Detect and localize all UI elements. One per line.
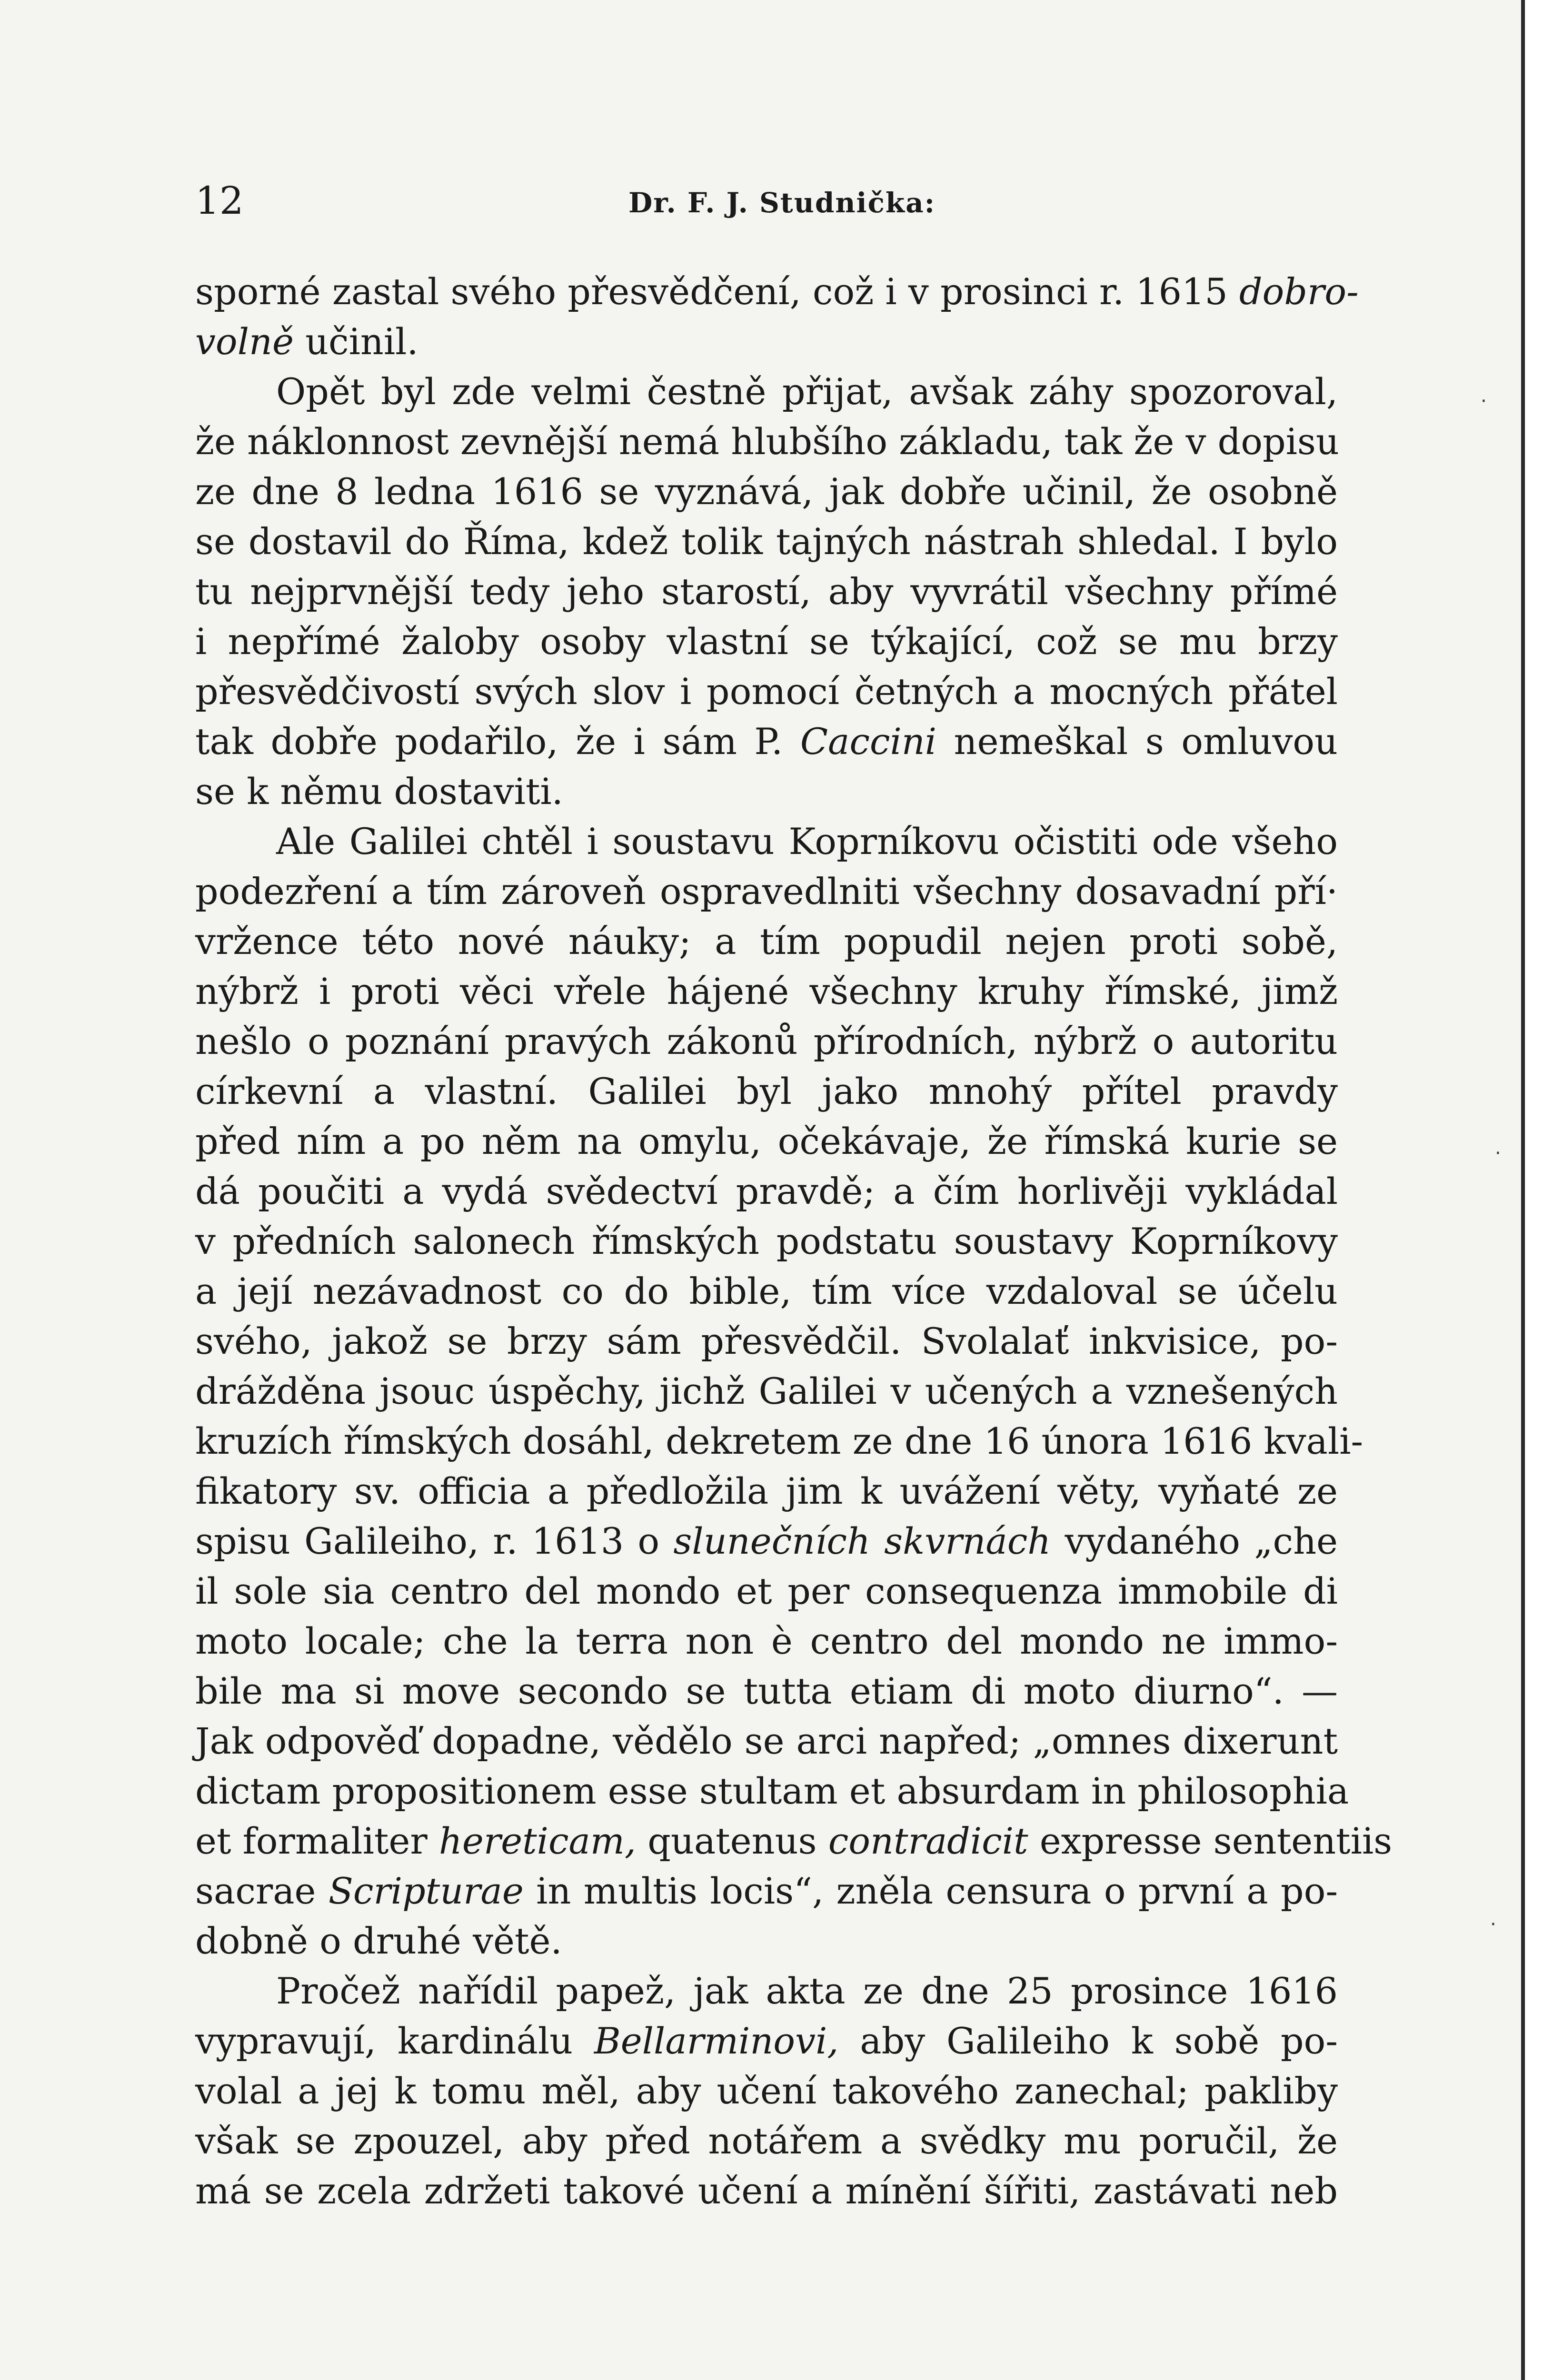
text-line bbox=[195, 1166, 1338, 1216]
text-span: se k němu dostaviti. bbox=[195, 770, 563, 813]
text-span: před ním a po něm na omylu, očekávaje, že římská kurie se bbox=[195, 1120, 1338, 1162]
text-span: tu nejprvnější tedy jeho starostí, aby vyvrátil všechny přímé bbox=[195, 570, 1338, 613]
text-line bbox=[195, 1866, 1338, 1916]
scan-speck: · bbox=[1481, 390, 1487, 412]
italic-span: Caccini bbox=[800, 720, 937, 763]
text-line bbox=[195, 1016, 1338, 1066]
text-line bbox=[195, 1566, 1338, 1616]
text-span: učinil. bbox=[293, 320, 418, 363]
text-span: nýbrž i proti věci vřele hájené všechny kruhy římské, jimž bbox=[195, 970, 1338, 1012]
text-line bbox=[195, 1366, 1338, 1416]
text-line bbox=[195, 1466, 1338, 1516]
text-line bbox=[195, 766, 1338, 816]
page-number: 12 bbox=[195, 178, 244, 223]
text-line bbox=[195, 416, 1338, 466]
italic-span: Bellarminovi, bbox=[594, 2020, 839, 2062]
text-line bbox=[195, 1966, 1338, 2016]
text-line bbox=[195, 1066, 1338, 1116]
text-line bbox=[195, 367, 1338, 416]
text-span: quatenus bbox=[636, 1820, 828, 1862]
text-span: Pročež nařídil papež, jak akta ze dne 25 prosince 1616 bbox=[276, 1970, 1338, 2012]
text-span: fikatory sv. officia a předložila jim k uvážení věty, vyňaté ze bbox=[195, 1470, 1338, 1512]
text-span: dá poučiti a vydá svědectví pravdě; a čím horlivěji vykládal bbox=[195, 1170, 1338, 1212]
text-line bbox=[195, 566, 1338, 616]
text-span: dobně o druhé větě. bbox=[195, 1920, 562, 1962]
text-line bbox=[195, 2116, 1338, 2166]
text-line bbox=[195, 866, 1338, 916]
text-line bbox=[195, 1266, 1338, 1316]
text-span: Jak odpověď dopadne, vědělo se arci napřed; „omnes dixerunt bbox=[195, 1720, 1338, 1762]
text-line bbox=[195, 2166, 1338, 2216]
scan-speck: · bbox=[1490, 1914, 1496, 1935]
text-span: má se zcela zdržeti takové učení a mínění šířiti, zastávati neb bbox=[195, 2170, 1338, 2212]
text-line bbox=[195, 666, 1338, 716]
text-span: Ale Galilei chtěl i soustavu Koprníkovu očistiti ode všeho bbox=[276, 820, 1338, 863]
italic-span: hereticam, bbox=[438, 1820, 637, 1862]
text-span: tak dobře podařilo, že i sám P. bbox=[195, 720, 800, 763]
text-span: moto locale; che la terra non è centro del mondo ne immo- bbox=[195, 1620, 1338, 1662]
text-line bbox=[195, 1316, 1338, 1366]
text-line bbox=[195, 466, 1338, 516]
text-line bbox=[195, 816, 1338, 866]
text-span: in multis locis“, zněla censura o první a po- bbox=[523, 1870, 1338, 1912]
text-span: drážděna jsouc úspěchy, jichž Galilei v učených a vznešených bbox=[195, 1370, 1338, 1412]
text-span: církevní a vlastní. Galilei byl jako mnohý přítel pravdy bbox=[195, 1070, 1338, 1112]
text-line bbox=[195, 1516, 1338, 1566]
text-line bbox=[195, 267, 1359, 317]
text-span: dictam propositionem esse stultam et absurdam in philosophia bbox=[195, 1770, 1349, 1812]
italic-span: slunečních skvrnách bbox=[673, 1520, 1051, 1562]
text-span: et formaliter bbox=[195, 1820, 439, 1862]
text-span: expresse sententiis bbox=[1028, 1820, 1393, 1862]
text-line bbox=[195, 916, 1338, 966]
text-line bbox=[195, 516, 1338, 566]
italic-span: dobro- bbox=[1239, 270, 1359, 313]
text-span: vržence této nové náuky; a tím popudil nejen proti sobě, bbox=[195, 920, 1338, 962]
text-span: ze dne 8 ledna 1616 se vyznává, jak dobře učinil, že osobně bbox=[195, 470, 1338, 513]
text-span: volal a jej k tomu měl, aby učení takového zanechal; pakliby bbox=[195, 2070, 1338, 2112]
text-line bbox=[195, 1666, 1338, 1716]
text-line bbox=[195, 966, 1338, 1016]
running-head: Dr. F. J. Studnička: bbox=[628, 187, 936, 219]
scan-edge bbox=[1521, 0, 1563, 2380]
text-span: v předních salonech římských podstatu soustavy Koprníkovy bbox=[195, 1220, 1338, 1262]
text-span: vypravují, kardinálu bbox=[195, 2020, 594, 2062]
text-span: nemeškal s omluvou bbox=[936, 720, 1338, 763]
text-line bbox=[195, 1816, 1393, 1866]
text-span: podezření a tím zároveň ospravedlniti všechny dosavadní pří· bbox=[195, 870, 1338, 912]
page-header bbox=[195, 177, 1347, 234]
italic-span: contradicit bbox=[828, 1820, 1028, 1862]
text-span: se dostavil do Říma, kdež tolik tajných nástrah shledal. I bylo bbox=[195, 520, 1338, 563]
italic-span: Scripturae bbox=[328, 1870, 524, 1912]
text-span: kruzích římských dosáhl, dekretem ze dne 16 února 1616 kvali- bbox=[195, 1420, 1364, 1462]
text-span: svého, jakož se brzy sám přesvědčil. Svolalať inkvisice, po- bbox=[195, 1320, 1338, 1362]
italic-span: volně bbox=[195, 320, 294, 363]
text-line bbox=[195, 716, 1338, 766]
text-line bbox=[195, 1216, 1338, 1266]
body-text bbox=[195, 267, 1393, 2216]
text-span: a její nezávadnost co do bible, tím více vzdaloval se účelu bbox=[195, 1270, 1338, 1312]
text-span: spisu Galileiho, r. 1613 o bbox=[195, 1520, 674, 1562]
text-line bbox=[195, 1716, 1338, 1766]
text-span: Opět byl zde velmi čestně přijat, avšak záhy spozoroval, bbox=[276, 370, 1338, 413]
text-span: bile ma si move secondo se tutta etiam di moto diurno“. — bbox=[195, 1670, 1338, 1712]
text-span: sporné zastal svého přesvědčení, což i v prosinci r. 1615 bbox=[195, 270, 1239, 313]
text-span: že náklonnost zevnější nemá hlubšího základu, tak že v dopisu bbox=[195, 420, 1339, 463]
text-span: vydaného „che bbox=[1051, 1520, 1338, 1562]
scan-speck: · bbox=[1495, 1142, 1501, 1164]
text-span: sacrae bbox=[195, 1870, 329, 1912]
text-line bbox=[195, 1916, 1338, 1966]
text-line bbox=[195, 317, 1338, 367]
text-span: aby Galileiho k sobě po- bbox=[838, 2020, 1338, 2062]
text-line bbox=[195, 1616, 1338, 1666]
text-line bbox=[195, 2066, 1338, 2116]
text-span: i nepřímé žaloby osoby vlastní se týkající, což se mu brzy bbox=[195, 620, 1338, 663]
text-line bbox=[195, 1416, 1364, 1466]
text-line bbox=[195, 1116, 1338, 1166]
text-span: il sole sia centro del mondo et per consequenza immobile di bbox=[195, 1570, 1338, 1612]
text-line bbox=[195, 616, 1338, 666]
text-span: přesvědčivostí svých slov i pomocí četných a mocných přátel bbox=[195, 670, 1338, 713]
text-span: však se zpouzel, aby před notářem a svědky mu poručil, že bbox=[195, 2120, 1338, 2162]
text-line bbox=[195, 2016, 1338, 2066]
text-line bbox=[195, 1766, 1349, 1816]
text-span: nešlo o poznání pravých zákonů přírodních, nýbrž o autoritu bbox=[195, 1020, 1338, 1062]
